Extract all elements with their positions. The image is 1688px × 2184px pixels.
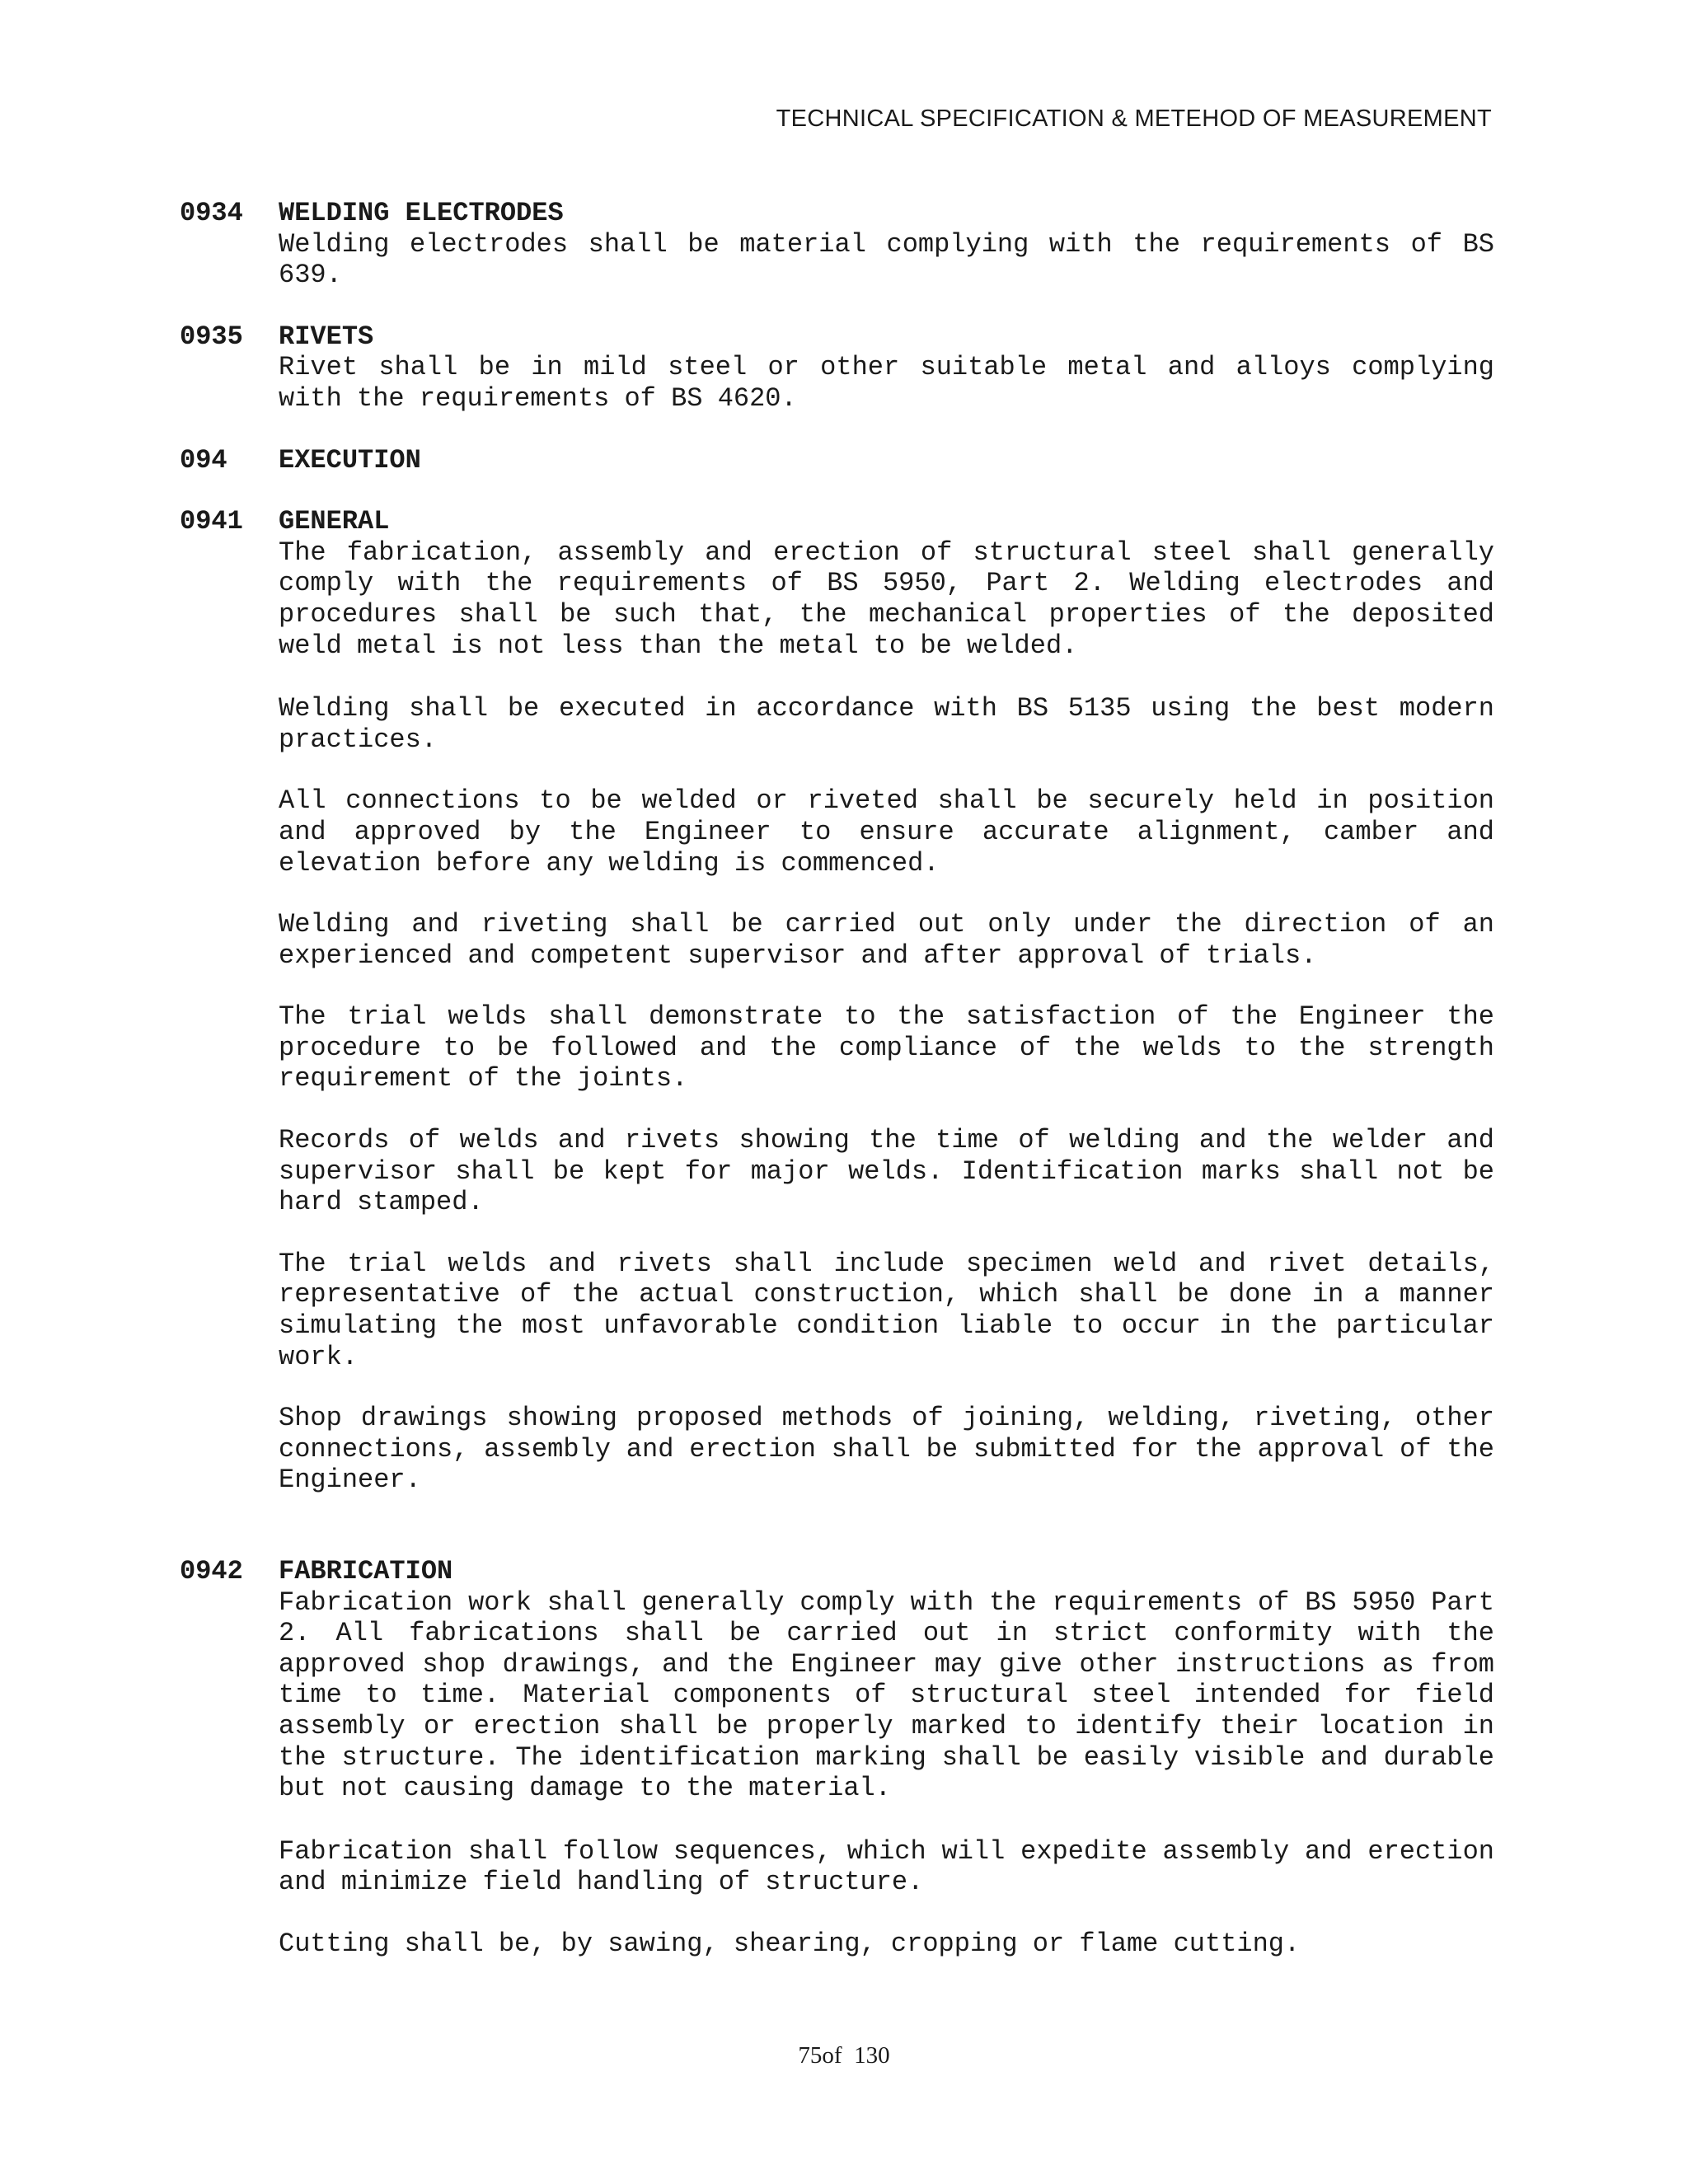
paragraph: Cutting shall be, by sawing, shearing, cropping or flame cutting. (279, 1928, 1301, 1959)
paragraph: Records of welds and rivets showing the time of welding and the welder and supervisor shall be kept for major welds. Identification marks shall not be hard stamped. (279, 1125, 1494, 1218)
section-number: 0934 (180, 198, 243, 228)
paragraph: Welding electrodes shall be material complying with the requirements of BS 639. (279, 228, 1494, 291)
section-content (279, 229, 1494, 291)
section-title: WELDING ELECTRODES (279, 198, 564, 228)
section-title: EXECUTION (279, 444, 421, 476)
section-0942-fabrication (180, 1556, 1494, 1960)
section-heading (180, 506, 1494, 537)
section-number: 0941 (180, 506, 243, 537)
section-number: 0935 (180, 321, 243, 352)
paragraph: Fabrication shall follow sequences, which will expedite assembly and erection and minimize field handling of structure. (279, 1835, 1494, 1898)
paragraph: Rivet shall be in mild steel or other suitable metal and alloys complying with the requirements of BS 4620. (279, 352, 1494, 414)
paragraph: Fabrication work shall generally comply with the requirements of BS 5950 Part 2. All fabrications shall be carried out in strict conformity with the approved shop drawings, and the Engineer may give other instructions as from time to time. Material components of structural steel intended for field assembly or erection shall be properly marked to identify their location in the structure. The identification marking shall be easily visible and durable but not causing damage to the material. (279, 1586, 1494, 1804)
section-heading (180, 198, 1494, 229)
total-pages: 130 (854, 2042, 890, 2069)
section-0941-general (180, 506, 1494, 1496)
paragraph: The trial welds and rivets shall include specimen weld and rivet details, representative of the actual construction, which shall be done in a manner simulating the most unfavorable condition liable to occur in the particular work. (279, 1248, 1494, 1372)
section-0935-rivets (180, 321, 1494, 415)
paragraph: Shop drawings showing proposed methods of joining, welding, riveting, other connections, assembly and erection shall be submitted for the approval of the Engineer. (279, 1403, 1494, 1496)
page-footer (0, 2042, 1688, 2069)
section-heading (180, 321, 1494, 353)
paragraph: Welding and riveting shall be carried out only under the direction of an experienced and competent supervisor and after approval of trials. (279, 909, 1494, 971)
section-094-execution (180, 445, 1494, 476)
section-number: 0942 (180, 1556, 243, 1586)
section-heading (180, 445, 1494, 476)
paragraph: The trial welds shall demonstrate to the satisfaction of the Engineer the procedure to be followed and the compliance of the welds to the strength requirement of the joints. (279, 1001, 1494, 1094)
paragraph: All connections to be welded or riveted shall be securely held in position and approved by the Engineer to ensure accurate alignment, camber and elevation before any welding is commenced. (279, 785, 1494, 879)
section-content (279, 352, 1494, 414)
page-of-label: of (822, 2042, 842, 2069)
document-body (180, 198, 1494, 1960)
section-content (279, 1587, 1494, 1960)
page-header: TECHNICAL SPECIFICATION & METEHOD OF MEASUREMENT (776, 105, 1492, 132)
section-number: 094 (180, 444, 227, 476)
section-content (279, 537, 1494, 1496)
page-number: 75 (798, 2042, 823, 2069)
paragraph: Welding shall be executed in accordance with BS 5135 using the best modern practices. (279, 693, 1494, 755)
section-title: GENERAL (279, 506, 390, 537)
section-0934-welding-electrodes (180, 198, 1494, 291)
section-title: RIVETS (279, 321, 374, 352)
section-heading (180, 1556, 1494, 1587)
section-title: FABRICATION (279, 1556, 453, 1586)
paragraph: The fabrication, assembly and erection of structural steel shall generally comply with the requirements of BS 5950, Part 2. Welding electrodes and procedures shall be such that, the mechanical properties of the deposited weld metal is not less than the metal to be welded. (279, 537, 1494, 661)
